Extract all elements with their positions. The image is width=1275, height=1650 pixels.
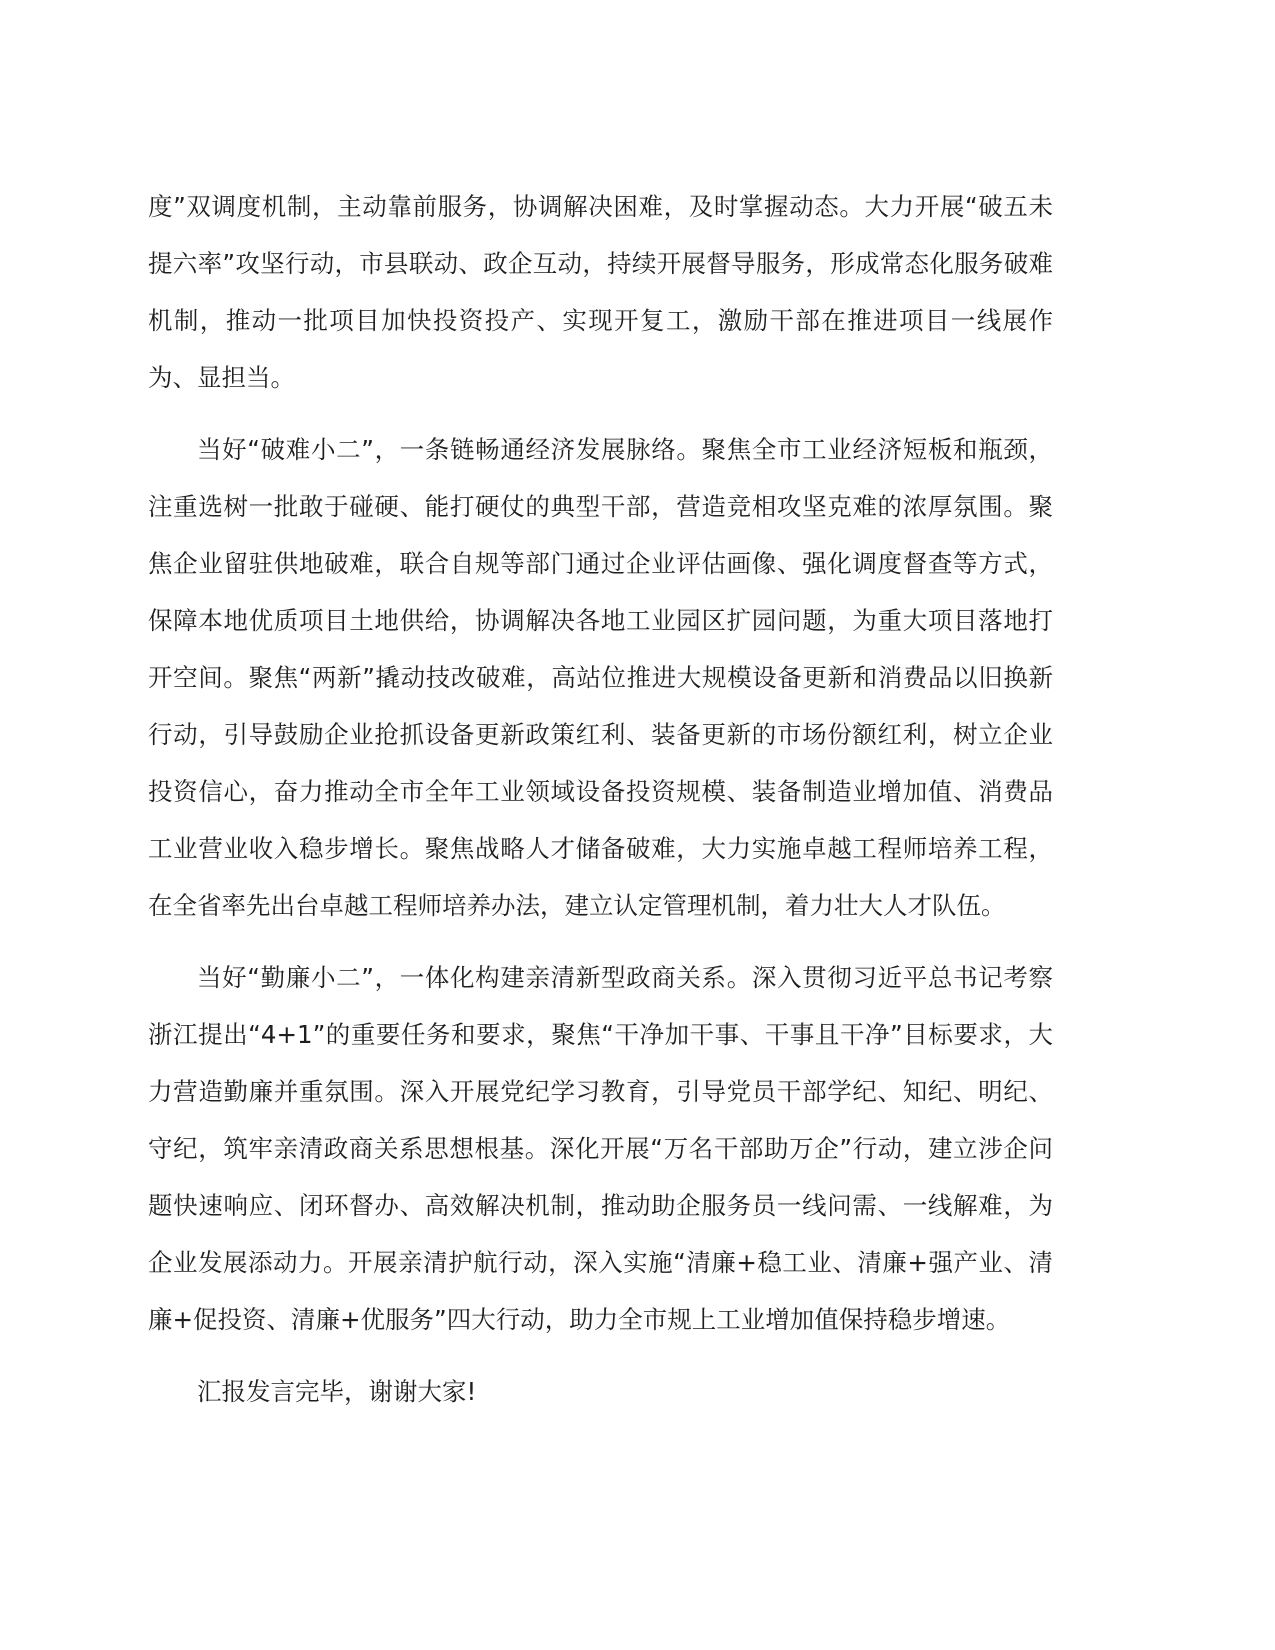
paragraph-3: 当好“勤廉小二”，一体化构建亲清新型政商关系。深入贯彻习近平总书记考察浙江提出“4+1”的重要任务和要求，聚焦“干净加干事、干事且干净”目标要求，大力营造勤廉并重氛围。深入开展党纪学习教育，引导党员干部学纪、知纪、明纪、守纪，筑牢亲清政商关系思想根基。深化开展“万名干部助万企”行动，建立涉企问题快速响应、闭环督办、高效解决机制，推动助企服务员一线问需、一线解难，为企业发展添动力。开展亲清护航行动，深入实施“清廉+稳工业、清廉+强产业、清廉+促投资、清廉+优服务”四大行动，助力全市规上工业增加值保持稳步增速。 [148, 963, 1053, 1334]
paragraph-4: 汇报发言完毕，谢谢大家! [197, 1377, 477, 1406]
paragraph-2: 当好“破难小二”，一条链畅通经济发展脉络。聚焦全市工业经济短板和瓶颈，注重选树一批敢于碰硬、能打硬仗的典型干部，营造竞相攻坚克难的浓厚氛围。聚焦企业留驻供地破难，联合自规等部门通过企业评估画像、强化调度督查等方式，保障本地优质项目土地供给，协调解决各地工业园区扩园问题，为重大项目落地打开空间。聚焦“两新”撬动技改破难，高站位推进大规模设备更新和消费品以旧换新行动，引导鼓励企业抢抓设备更新政策红利、装备更新的市场份额红利，树立企业投资信心，奋力推动全市全年工业领域设备投资规模、装备制造业增加值、消费品工业营业收入稳步增长。聚焦战略人才储备破难，大力实施卓越工程师培养工程，在全省率先出台卓越工程师培养办法，建立认定管理机制，着力壮大人才队伍。 [148, 435, 1053, 920]
paragraph-1: 度”双调度机制，主动靠前服务，协调解决困难，及时掌握动态。大力开展“破五未提六率”攻坚行动，市县联动、政企互动，持续开展督导服务，形成常态化服务破难机制，推动一批项目加快投资投产、实现开复工，激励干部在推进项目一线展作为、显担当。 [148, 192, 1053, 392]
document-page [148, 178, 1053, 1420]
